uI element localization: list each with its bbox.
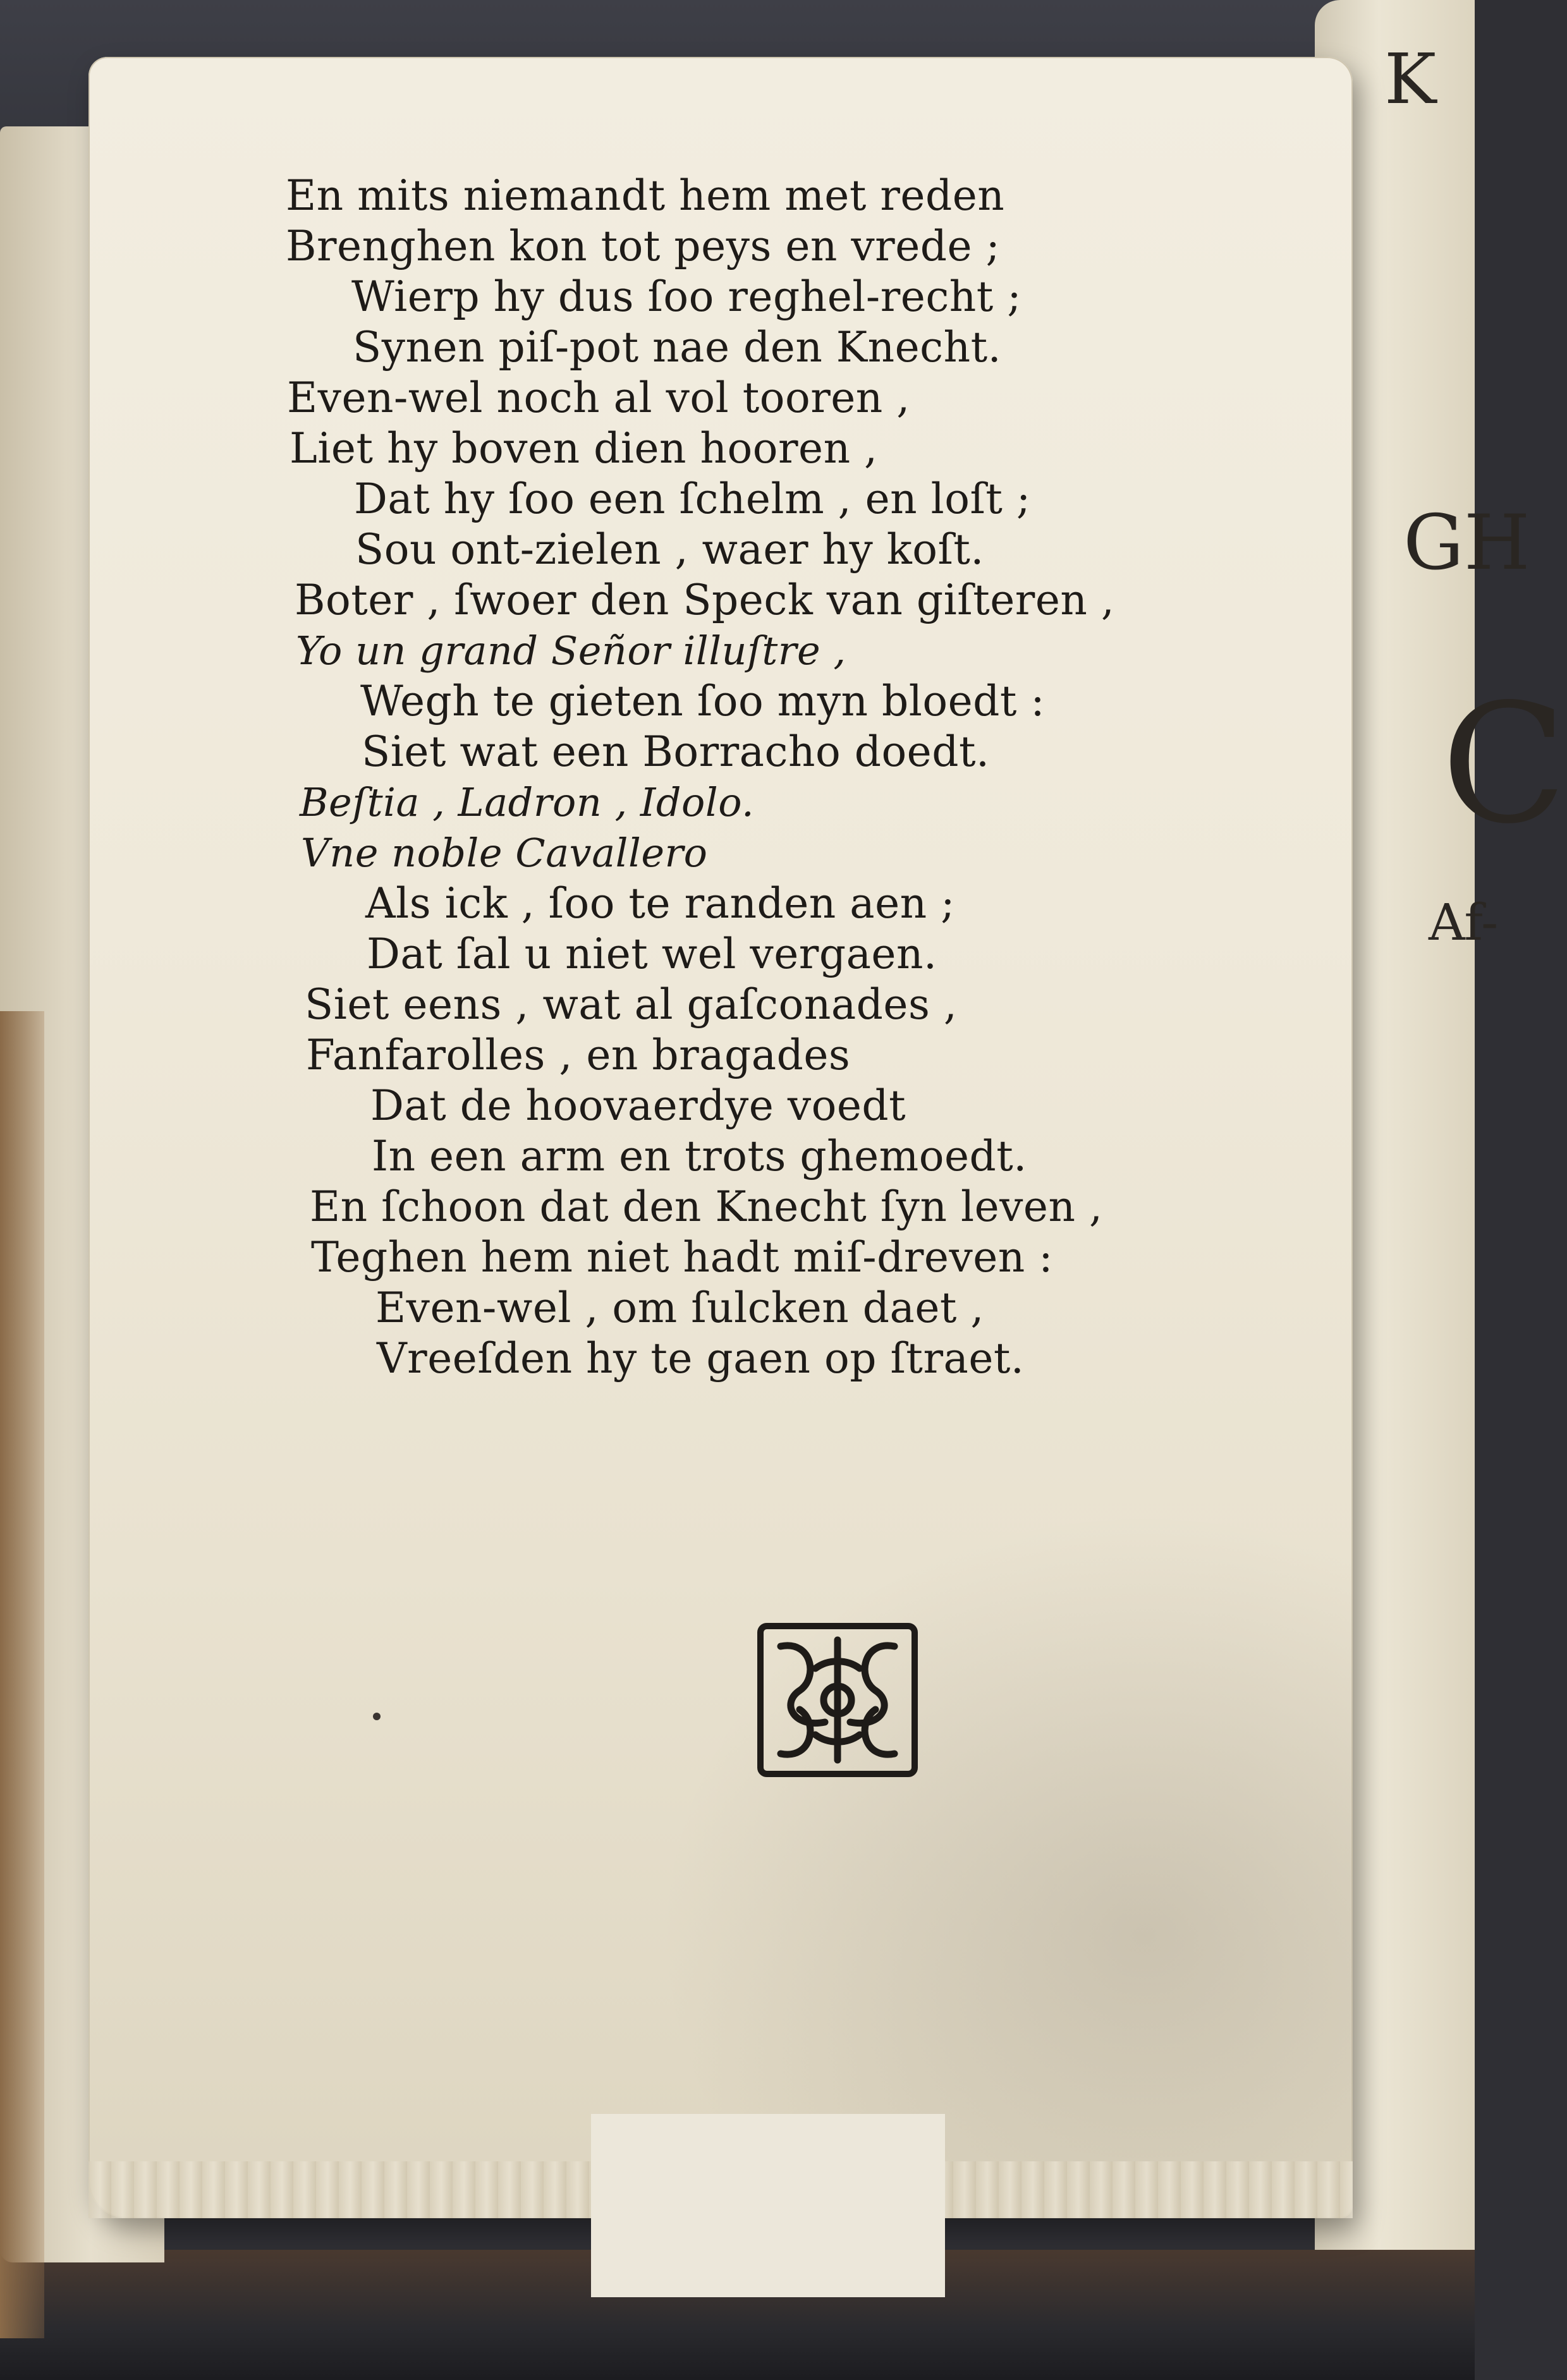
poem-line: Wierp hy dus ſoo reghel-recht ;	[351, 272, 1022, 321]
poem-line: Dat de hoovaerdye voedt	[370, 1081, 906, 1130]
poem-line: Wegh te gieten ſoo myn bloedt :	[360, 677, 1046, 726]
poem-line: Synen piſ-pot nae den Knecht.	[353, 323, 1002, 372]
poem-line: Als ick , ſoo te randen aen ;	[365, 879, 955, 928]
poem-line: Siet eens , wat al gaſconades ,	[305, 980, 958, 1029]
poem-line: Even-wel noch al vol tooren ,	[287, 373, 910, 422]
poem-line: En mits niemandt hem met reden	[286, 171, 1005, 220]
poem-line: Yo un grand Señor illuſtre ,	[296, 628, 846, 674]
poem-line: Beſtia , Ladron , Idolo.	[300, 779, 755, 825]
right-page-fragment: K	[1384, 39, 1437, 119]
poem-line: Dat ſal u niet wel vergaen.	[367, 930, 937, 978]
page-shadow	[657, 1510, 1353, 2218]
right-page-fragment: GH	[1403, 499, 1530, 587]
ink-speck	[373, 1713, 381, 1720]
poem-line: Vreeſden hy te gaen op ſtraet.	[377, 1334, 1025, 1383]
poem-line: En ſchoon dat den Knecht ſyn leven ,	[310, 1182, 1103, 1231]
poem-line: Sou ont-zielen , waer hy koſt.	[355, 525, 984, 574]
redacted-patch	[591, 2114, 945, 2297]
poem-line: Boter , ſwoer den Speck van giſteren ,	[295, 576, 1115, 624]
poem-line: Siet wat een Borracho doedt.	[362, 727, 990, 776]
poem-line: Brenghen kon tot peys en vrede ;	[286, 222, 1001, 270]
page-stain	[0, 1011, 44, 2338]
poem-line: In een arm en trots ghemoedt.	[372, 1132, 1027, 1181]
poem-line: Dat hy ſoo een ſchelm , en loſt ;	[354, 475, 1031, 523]
poem-line: Even-wel , om ſulcken daet ,	[375, 1284, 984, 1332]
right-page-fragment: Af-	[1429, 893, 1499, 952]
poem-line: Vne noble Cavallero	[301, 830, 708, 876]
poem-line: Liet hy boven dien hooren ,	[290, 424, 878, 473]
poem-line: Fanfarolles , en bragades	[306, 1031, 851, 1079]
poem-line: Teghen hem niet hadt miſ-dreven :	[311, 1233, 1054, 1282]
fleuron-ornament-icon	[755, 1621, 920, 1779]
right-page-fragment: C	[1441, 669, 1567, 860]
